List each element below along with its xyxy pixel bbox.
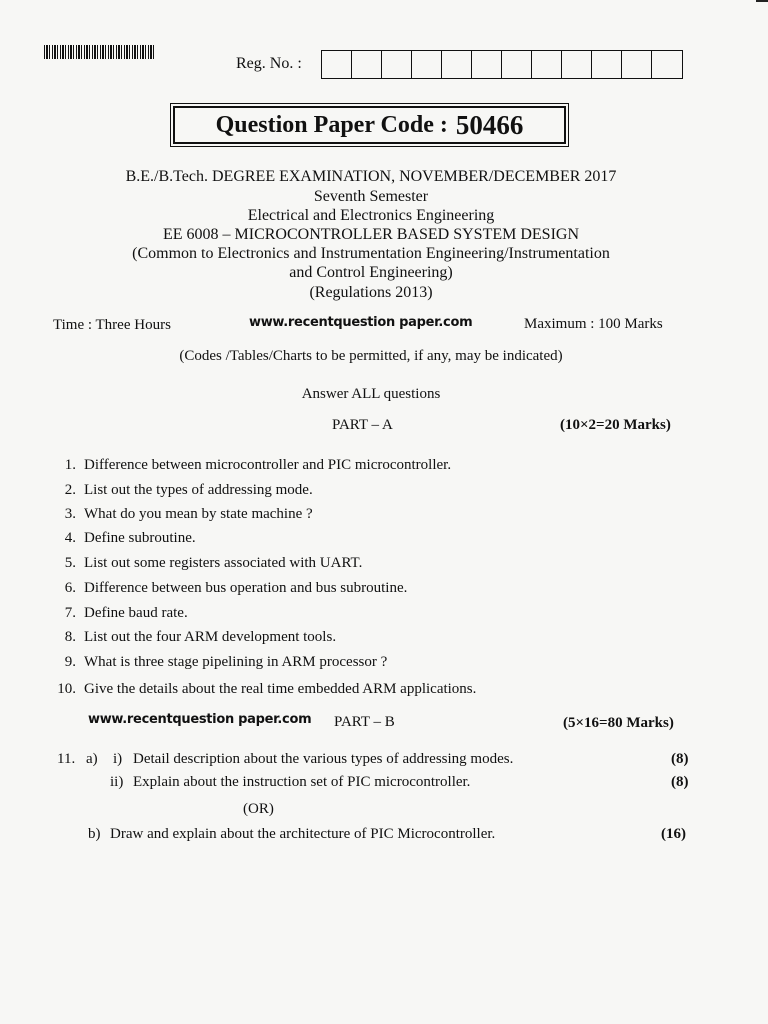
barcode [44, 45, 156, 59]
reg-no-box [412, 51, 442, 78]
question-11-number: 11. [57, 751, 76, 767]
question-6 [46, 580, 407, 597]
answer-all: Answer ALL questions [301, 386, 441, 402]
question-paper-code [173, 106, 566, 144]
question-1 [46, 457, 451, 474]
or-separator: (OR) [243, 801, 274, 817]
part-b-title: PART – B [334, 714, 395, 730]
reg-no-box [652, 51, 682, 78]
question-number: 8. [64, 629, 76, 645]
code-value: 50466 [455, 109, 524, 140]
question-number: 9. [64, 654, 76, 670]
question-text: List out some registers associated with UART. [84, 555, 363, 571]
question-number: 5. [64, 555, 76, 571]
common-to-line1: (Common to Electronics and Instrumentation Engineering/Instrumentation [132, 245, 610, 262]
reg-no-label: Reg. No. : [236, 55, 302, 72]
question-11a-ii-text: Explain about the instruction set of PIC microcontroller. [133, 774, 471, 790]
question-11b-marks: (16) [661, 826, 686, 842]
question-text: List out the four ARM development tools. [84, 629, 337, 645]
question-text: List out the types of addressing mode. [84, 482, 313, 498]
question-number: 1. [64, 457, 76, 473]
question-text: Difference between bus operation and bus subroutine. [84, 580, 408, 596]
question-text: What is three stage pipelining in ARM processor ? [84, 654, 388, 670]
reg-no-box [382, 51, 412, 78]
question-text: Difference between microcontroller and PIC microcontroller. [84, 457, 452, 473]
question-11a-i-label: i) [113, 751, 123, 767]
question-number: 10. [57, 681, 76, 697]
reg-no-box [502, 51, 532, 78]
question-number: 4. [64, 530, 76, 546]
question-10 [46, 681, 476, 698]
question-number: 7. [64, 605, 76, 621]
reg-no-box [592, 51, 622, 78]
question-11a-label: a) [86, 751, 98, 767]
question-9 [46, 654, 387, 671]
department: Electrical and Electronics Engineering [247, 207, 495, 224]
reg-no-box [322, 51, 352, 78]
question-11a-i-marks: (8) [671, 751, 689, 767]
question-text: What do you mean by state machine ? [84, 506, 313, 522]
codes-note: (Codes /Tables/Charts to be permitted, if any, may be indicated) [179, 348, 563, 364]
max-marks: Maximum : 100 Marks [524, 316, 663, 332]
question-8 [46, 629, 336, 646]
question-number: 2. [64, 482, 76, 498]
scan-edge-mark [756, 0, 768, 2]
reg-no-box [532, 51, 562, 78]
reg-no-box [442, 51, 472, 78]
part-a-marks: (10×2=20 Marks) [560, 417, 671, 433]
question-3 [46, 506, 313, 523]
question-text: Define subroutine. [84, 530, 196, 546]
reg-no-boxes [321, 50, 683, 79]
question-2 [46, 482, 313, 499]
question-4 [46, 530, 196, 547]
question-11a-i-text: Detail description about the various types of addressing modes. [133, 751, 514, 767]
reg-no-box [562, 51, 592, 78]
reg-no-box [352, 51, 382, 78]
question-number: 6. [64, 580, 76, 596]
question-text: Give the details about the real time embedded ARM applications. [84, 681, 477, 697]
question-text: Define baud rate. [84, 605, 188, 621]
reg-no-box [472, 51, 502, 78]
regulations: (Regulations 2013) [309, 284, 433, 301]
question-11a-ii-marks: (8) [671, 774, 689, 790]
question-number: 3. [64, 506, 76, 522]
part-a-title: PART – A [332, 417, 393, 433]
question-11a-ii-label: ii) [110, 774, 124, 790]
semester: Seventh Semester [313, 188, 429, 205]
question-11b-text: Draw and explain about the architecture of PIC Microcontroller. [110, 826, 496, 842]
subject: EE 6008 – MICROCONTROLLER BASED SYSTEM DESIGN [162, 226, 579, 243]
watermark-2: www.recentquestion paper.com [88, 712, 312, 727]
reg-no-box [622, 51, 652, 78]
question-5 [46, 555, 362, 572]
code-label: Question Paper Code : [215, 111, 448, 138]
exam-title: B.E./B.Tech. DEGREE EXAMINATION, NOVEMBER/DECEMBER 2017 [125, 168, 617, 185]
part-b-marks: (5×16=80 Marks) [563, 715, 674, 731]
question-11b-label: b) [88, 826, 101, 842]
common-to-line2: and Control Engineering) [289, 264, 453, 281]
watermark: www.recentquestion paper.com [249, 315, 473, 330]
question-7 [46, 605, 188, 622]
time-label: Time : Three Hours [53, 317, 171, 333]
